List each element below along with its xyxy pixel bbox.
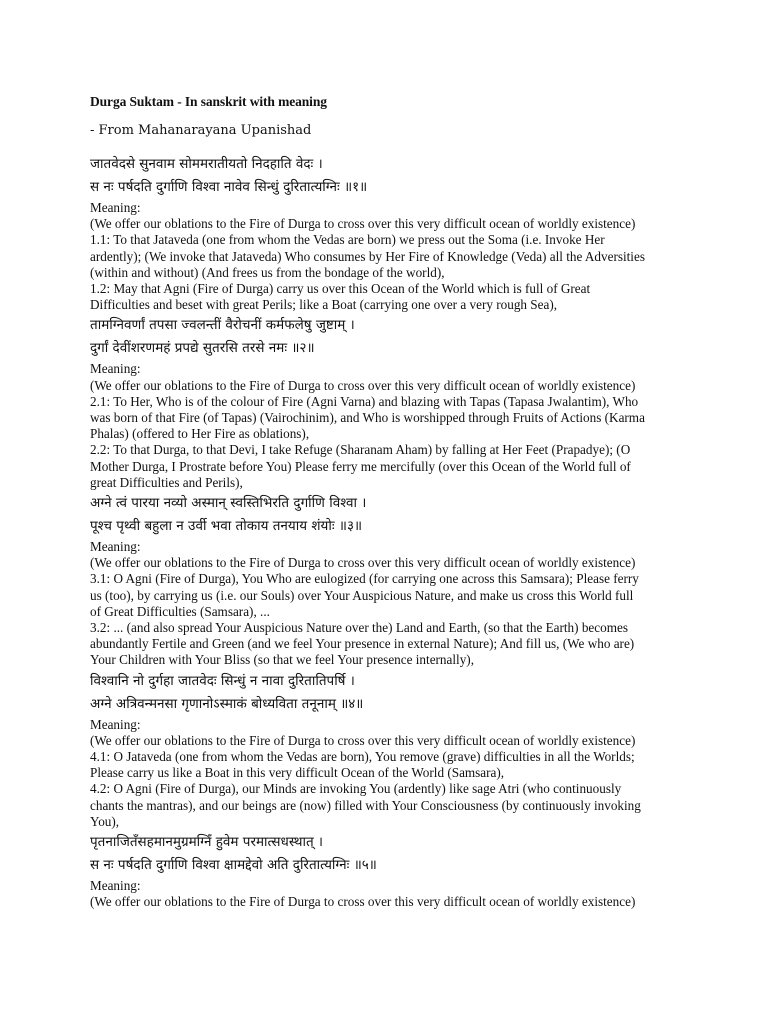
meaning-line: (We offer our oblations to the Fire of Durga to cross over this very difficult ocean of worldly existence): [90, 555, 636, 571]
meaning-line: Your Children with Your Bliss (so that we feel Your presence internally),: [90, 652, 474, 668]
meaning-line: 3.1: O Agni (Fire of Durga), You Who are eulogized (for carrying one across this Samsara); Please ferry: [90, 571, 639, 587]
meaning-line: great Difficulties and Perils),: [90, 474, 243, 490]
sanskrit-line: अग्ने अत्रिवन्मनसा गृणानोऽस्माकं बोध्यविता तनूनाम् ॥४॥: [90, 695, 364, 712]
sanskrit-line: तामग्निवर्णां तपसा ज्वलन्तीं वैरोचनीं कर्मफलेषु जुष्टाम् ।: [90, 317, 355, 334]
verse-block: [90, 493, 690, 669]
page-title: Durga Suktam - In sanskrit with meaning: [90, 94, 327, 109]
meaning-line: us (too), by carrying us (i.e. our Souls) over Your Auspicious Nature, and make us cross this World full: [90, 587, 634, 603]
sanskrit-line: स नः पर्षदति दुर्गाणि विश्वा नावेव सिन्धुं दुरितात्यग्निः ॥१॥: [90, 179, 368, 195]
verse-block: [90, 671, 690, 830]
meaning-block: [90, 361, 690, 491]
verse-block: [90, 154, 690, 313]
meaning-line: abundantly Fertile and Green (and we feel Your presence in external Nature); And fill us, (We who are): [90, 636, 635, 652]
meaning-line: 2.1: To Her, Who is of the colour of Fire (Agni Varna) and blazing with Tapas (Tapasa Jwalantim), Who: [90, 393, 639, 409]
document-body: [90, 152, 690, 911]
meaning-line: chants the mantras), and our beings are (now) filled with Your Consciousness (by continuously invoking: [90, 797, 641, 813]
meaning-line: (within and without) (And frees us from the bondage of the world),: [90, 264, 445, 280]
meaning-label: Meaning:: [90, 878, 141, 894]
meaning-line: was born of that Fire (of Tapas) (Vairochinim), and Who is worshipped through Fruits of Actions (Karma: [90, 410, 645, 426]
meaning-line: 4.2: O Agni (Fire of Durga), our Minds are invoking You (ardently) like sage Atri (who continuously: [90, 781, 622, 797]
meaning-line: (We offer our oblations to the Fire of Durga to cross over this very difficult ocean of worldly existence): [90, 377, 636, 393]
meaning-line: Difficulties and beset with great Perils; like a Boat (carrying one over a very rough Sea),: [90, 297, 558, 313]
verse-block: [90, 315, 690, 491]
meaning-line: Mother Durga, I Prostrate before You) Please ferry me mercifully (over this Ocean of the World full of: [90, 458, 631, 474]
sanskrit-line: जातवेदसे सुनवाम सोममरातीयतो निदहाति वेदः ।: [90, 156, 323, 172]
meaning-line: 4.1: O Jataveda (one from whom the Vedas are born), You remove (grave) difficulties in all the Worlds;: [90, 749, 635, 765]
meaning-block: [90, 539, 690, 669]
meaning-line: 3.2: ... (and also spread Your Auspicious Nature over the) Land and Earth, (so that the Earth) becomes: [90, 620, 628, 636]
sanskrit-line: पृतनाजितँसहमानमुग्रमग्निँ हुवेम परमात्सधस्थात् ।: [90, 834, 324, 851]
sanskrit-line: पूश्च पृथ्वी बहुला न उर्वी भवा तोकाय तनयाय शंयोः ॥३॥: [90, 518, 363, 535]
meaning-line: 1.1: To that Jataveda (one from whom the Vedas are born) we press out the Soma (i.e. Invoke Her: [90, 232, 605, 248]
meaning-line: Please carry us like a Boat in this very difficult Ocean of the World (Samsara),: [90, 765, 505, 781]
meaning-line: 2.2: To that Durga, to that Devi, I take Refuge (Sharanam Aham) by falling at Her Feet (Prapadye); (O: [90, 442, 631, 458]
meaning-line: Phalas) (offered to Her Fire as oblations),: [90, 426, 310, 442]
meaning-block: [90, 717, 690, 830]
meaning-label: Meaning:: [90, 716, 141, 732]
meaning-label: Meaning:: [90, 539, 141, 555]
sanskrit-line: विश्वानि नो दुर्गहा जातवेदः सिन्धुं न नावा दुरितातिपर्षि ।: [90, 672, 355, 689]
meaning-line: of Great Difficulties (Samsara), ...: [90, 603, 270, 619]
meaning-line: ardently); (We invoke that Jataveda) Who consumes by Her Fire of Knowledge (Veda) all the Adversities: [90, 248, 645, 264]
page-subtitle: - From Mahanarayana Upanishad: [90, 123, 312, 138]
meaning-block: [90, 200, 690, 313]
meaning-label: Meaning:: [90, 361, 141, 377]
meaning-line: (We offer our oblations to the Fire of Durga to cross over this very difficult ocean of worldly existence): [90, 216, 636, 232]
meaning-line: (We offer our oblations to the Fire of Durga to cross over this very difficult ocean of worldly existence): [90, 732, 636, 748]
sanskrit-line: स नः पर्षदति दुर्गाणि विश्वा क्षामद्देवो अति दुरितात्यग्निः ॥५॥: [90, 857, 377, 874]
meaning-label: Meaning:: [90, 200, 141, 215]
verse-block: [90, 832, 690, 910]
meaning-block: [90, 878, 690, 910]
meaning-line: 1.2: May that Agni (Fire of Durga) carry us over this Ocean of the World which is full of Great: [90, 281, 591, 297]
sanskrit-line: दुर्गां देवींशरणमहं प्रपद्ये सुतरसि तरसे नमः ॥२॥: [90, 340, 315, 357]
meaning-line: You),: [90, 813, 120, 829]
sanskrit-line: अग्ने त्वं पारया नव्यो अस्मान् स्वस्तिभिरति दुर्गाणि विश्वा ।: [90, 495, 367, 512]
meaning-line: (We offer our oblations to the Fire of Durga to cross over this very difficult ocean of worldly existence): [90, 894, 636, 910]
